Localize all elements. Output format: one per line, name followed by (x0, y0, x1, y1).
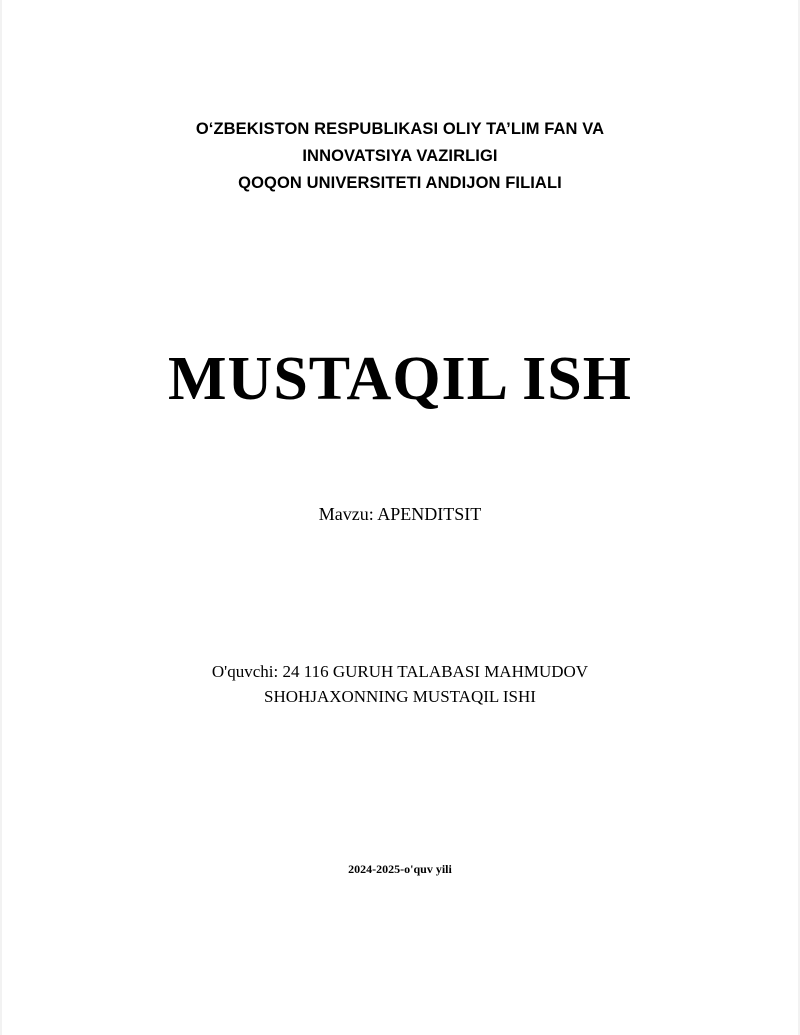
organization-line-3: QOQON UNIVERSITETI ANDIJON FILIALI (238, 174, 562, 192)
organization-heading (95, 116, 705, 197)
academic-year: 2024-2025-o'quv yili (348, 862, 452, 876)
organization-line-2: INNOVATSIYA VAZIRLIGI (302, 147, 498, 165)
subject-line: Mavzu: APENDITSIT (318, 504, 482, 524)
author-block (95, 659, 705, 709)
author-line-1: O'quvchi: 24 116 GURUH TALABASI MAHMUDOV (211, 662, 589, 681)
page-title: MUSTAQIL ISH (168, 345, 632, 413)
page-edge-left (0, 0, 2, 1035)
author-line-2: SHOHJAXONNING MUSTAQIL ISHI (264, 687, 536, 706)
organization-line-1: O‘ZBEKISTON RESPUBLIKASI OLIY TA’LIM FAN VA (195, 120, 605, 138)
page-content (95, 0, 705, 1035)
